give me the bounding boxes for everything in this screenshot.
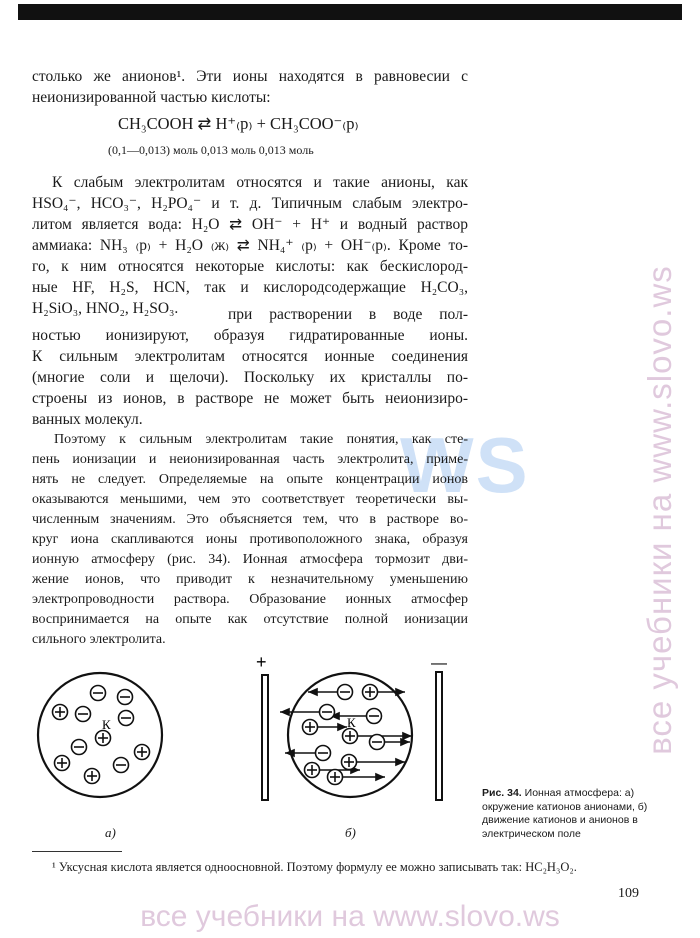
text-line: нять не следует. Определяемые на опыте концентрации ионов	[32, 472, 468, 487]
text-line: (многие соли и щелочи). Поскольку их кристаллы по-	[32, 369, 468, 386]
label-a: а)	[105, 825, 116, 840]
text-line: неионизированной частью кислоты:	[32, 89, 271, 106]
ions	[53, 685, 385, 785]
anion-symbol	[114, 758, 129, 773]
text-line: H₂SiO₃, HNO₂, H₂SO₃.	[32, 300, 179, 317]
negative-electrode	[436, 672, 442, 800]
page-number: 109	[618, 886, 639, 901]
text-line: ностью ионизируют, образуя гидратированные ионы.	[32, 327, 468, 344]
label-b: б)	[345, 825, 356, 840]
cation-symbol	[55, 756, 70, 771]
anion-symbol	[118, 690, 133, 705]
text-line: HSO₄⁻, HCO₃⁻, H₂PO₄⁻ и т. д. Типичным слабым электро-	[32, 195, 468, 212]
cation-symbol	[53, 705, 68, 720]
text-line: го, к ним относятся некоторые кислоты: как бескислород-	[32, 258, 468, 275]
dissociation-equation: CH₃COOH ⇄ H⁺₍р₎ + CH₃COO⁻₍р₎	[118, 114, 359, 133]
cation-symbol	[135, 745, 150, 760]
text-line: сильного электролита.	[32, 632, 166, 647]
cation-symbol	[342, 755, 357, 770]
text-line: оказываются меньшими, чем это соответствует теоретически вы-	[32, 492, 468, 507]
text-line: воспринимается на опыте как отсутствие полной ионизации	[32, 612, 468, 627]
positive-electrode	[262, 675, 268, 800]
side-watermark: все учебники на www.slovo.ws	[641, 265, 678, 755]
text-line: К сильным электролитам относятся ионные соединения	[32, 348, 468, 365]
footnote-rule	[32, 851, 122, 852]
text-line: ванных молекул.	[32, 411, 143, 428]
text-line: численным значениям. Это объясняется тем, что в растворе во-	[32, 512, 468, 527]
anion-symbol	[338, 685, 353, 700]
text-line: при растворении в воде пол-	[228, 306, 468, 323]
text-line: ные HF, H₂S, HCN, так и кислородсодержащие H₂CO₃,	[32, 279, 468, 296]
cation-symbol	[343, 729, 358, 744]
bottom-watermark: все учебники на www.slovo.ws	[140, 900, 560, 933]
cation-symbol	[303, 720, 318, 735]
cation-symbol	[305, 763, 320, 778]
text-line: Поэтому к сильным электролитам такие понятия, как сте-	[54, 432, 468, 447]
cation-symbol	[363, 685, 378, 700]
text-line: электропроводности раствора. Образование ионных атмосфер	[32, 592, 468, 607]
cation-symbol	[328, 770, 343, 785]
center-ion-label-b: К	[347, 715, 356, 730]
footnote: ¹ Уксусная кислота является одноосновной. Поэтому формулу ее можно записывать так: HC₂H₃O₂.	[52, 860, 577, 874]
anion-symbol	[367, 709, 382, 724]
cation-symbol	[85, 769, 100, 784]
text-line: аммиака: NH₃ ₍р₎ + H₂O ₍ж₎ ⇄ NH₄⁺ ₍р₎ + OH⁻₍р₎. Кроме то-	[32, 237, 468, 254]
anion-symbol	[316, 746, 331, 761]
anion-symbol	[119, 711, 134, 726]
text-line: ионную атмосферу (рис. 34). Ионная атмосфера тормозит дви-	[32, 552, 468, 567]
anion-symbol	[320, 705, 335, 720]
caption-text: Ионная атмосфера: а) окружение катионов анионами, б) движение катионов и анионов в электрическом поле	[482, 787, 648, 840]
plus-sign: +	[256, 652, 267, 672]
anion-symbol	[72, 740, 87, 755]
minus-sign: —	[431, 655, 447, 672]
equation-amounts: (0,1—0,013) моль 0,013 моль 0,013 моль	[108, 143, 314, 157]
caption-title: Рис. 34.	[482, 787, 522, 799]
center-watermark: WS	[400, 421, 530, 509]
text-line: жение ионов, что приводит к незначительному уменьшению	[32, 572, 468, 587]
anion-symbol	[76, 707, 91, 722]
text-line: К слабым электролитам относятся и такие анионы, как	[52, 174, 468, 191]
text-line: круг иона скапливаются ионы противоположного знака, образуя	[32, 532, 468, 547]
cation-symbol	[96, 731, 111, 746]
text-line: столько же анионов¹. Эти ионы находятся в равновесии с	[32, 68, 468, 85]
text-line: литом является вода: H₂O ⇄ OH⁻ + H⁺ и водный раствор	[32, 216, 468, 233]
text-line: пень ионизации и неионизированная часть электролита, приме-	[32, 452, 468, 467]
center-ion-label-a: К	[102, 717, 111, 732]
text-line: строены из ионов, в растворе не может быть неионизиро-	[32, 390, 468, 407]
anion-symbol	[91, 686, 106, 701]
figure-caption	[482, 787, 652, 841]
anion-symbol	[370, 735, 385, 750]
